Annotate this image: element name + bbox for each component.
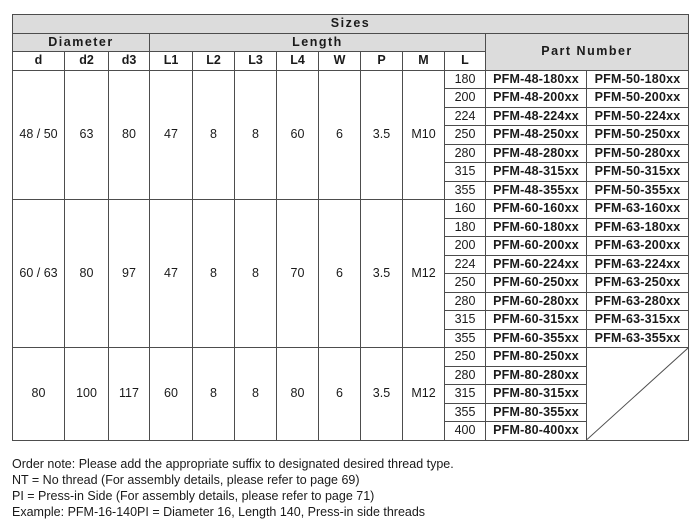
part-number: PFM-50-280xx [587, 144, 689, 163]
order-notes [12, 456, 454, 520]
column-header-d3: d3 [109, 52, 150, 71]
table-row [13, 70, 689, 89]
part-number: PFM-48-180xx [486, 70, 587, 89]
spec-l1: 47 [150, 70, 193, 200]
nt-note-line: NT = No thread (For assembly details, please refer to page 69) [12, 473, 360, 487]
part-number: PFM-63-160xx [587, 200, 689, 219]
spec-m: M12 [403, 200, 445, 348]
length-value: 280 [445, 292, 486, 311]
length-value: 250 [445, 126, 486, 145]
part-number-header: Part Number [486, 33, 689, 70]
sizes-table [12, 14, 689, 441]
length-value: 224 [445, 255, 486, 274]
length-value: 250 [445, 348, 486, 367]
part-number: PFM-63-200xx [587, 237, 689, 256]
part-number: PFM-50-180xx [587, 70, 689, 89]
length-value: 224 [445, 107, 486, 126]
column-header-l2: L2 [193, 52, 235, 71]
length-header: Length [150, 33, 486, 52]
length-value: 180 [445, 70, 486, 89]
not-available-cell [587, 348, 689, 441]
diagonal-line [587, 348, 688, 440]
pi-note-line: PI = Press-in Side (For assembly details, please refer to page 71) [12, 489, 375, 503]
part-number: PFM-63-315xx [587, 311, 689, 330]
length-value: 355 [445, 181, 486, 200]
length-value: 355 [445, 329, 486, 348]
spec-d2: 63 [65, 70, 109, 200]
length-value: 200 [445, 89, 486, 108]
table-row [13, 200, 689, 219]
spec-l3: 8 [235, 200, 277, 348]
part-number: PFM-48-200xx [486, 89, 587, 108]
spec-p: 3.5 [361, 348, 403, 441]
length-value: 200 [445, 237, 486, 256]
column-header-p: P [361, 52, 403, 71]
part-number: PFM-63-250xx [587, 274, 689, 293]
spec-d: 60 / 63 [13, 200, 65, 348]
spec-d2: 100 [65, 348, 109, 441]
part-number: PFM-50-250xx [587, 126, 689, 145]
example-note-line: Example: PFM-16-140PI = Diameter 16, Length 140, Press-in side threads [12, 505, 426, 519]
part-number: PFM-63-224xx [587, 255, 689, 274]
part-number: PFM-80-280xx [486, 366, 587, 385]
length-value: 315 [445, 311, 486, 330]
part-number: PFM-60-180xx [486, 218, 587, 237]
column-header-d: d [13, 52, 65, 71]
part-number: PFM-80-250xx [486, 348, 587, 367]
part-number: PFM-48-355xx [486, 181, 587, 200]
length-value: 315 [445, 385, 486, 404]
order-note-line: Order note: Please add the appropriate suffix to designated desired thread type. [12, 457, 454, 471]
part-number: PFM-63-180xx [587, 218, 689, 237]
spec-l3: 8 [235, 348, 277, 441]
part-number: PFM-60-355xx [486, 329, 587, 348]
part-number: PFM-60-315xx [486, 311, 587, 330]
spec-w: 6 [319, 348, 361, 441]
spec-l3: 8 [235, 70, 277, 200]
part-number: PFM-80-400xx [486, 422, 587, 441]
length-value: 280 [445, 366, 486, 385]
spec-m: M12 [403, 348, 445, 441]
part-number: PFM-48-224xx [486, 107, 587, 126]
spec-l1: 60 [150, 348, 193, 441]
part-number: PFM-80-355xx [486, 403, 587, 422]
spec-p: 3.5 [361, 70, 403, 200]
column-header-l1: L1 [150, 52, 193, 71]
length-value: 160 [445, 200, 486, 219]
length-value: 180 [445, 218, 486, 237]
part-number: PFM-50-315xx [587, 163, 689, 182]
part-number: PFM-48-250xx [486, 126, 587, 145]
column-header-l4: L4 [277, 52, 319, 71]
part-number: PFM-60-160xx [486, 200, 587, 219]
length-value: 315 [445, 163, 486, 182]
spec-l2: 8 [193, 348, 235, 441]
column-header-w: W [319, 52, 361, 71]
length-value: 250 [445, 274, 486, 293]
spec-l4: 60 [277, 70, 319, 200]
part-number: PFM-63-355xx [587, 329, 689, 348]
spec-d3: 97 [109, 200, 150, 348]
spec-l4: 70 [277, 200, 319, 348]
spec-w: 6 [319, 70, 361, 200]
part-number: PFM-50-224xx [587, 107, 689, 126]
spec-p: 3.5 [361, 200, 403, 348]
part-number: PFM-50-200xx [587, 89, 689, 108]
length-value: 400 [445, 422, 486, 441]
table-row [13, 348, 689, 367]
spec-l1: 47 [150, 200, 193, 348]
spec-d: 80 [13, 348, 65, 441]
column-header-m: M [403, 52, 445, 71]
part-number: PFM-60-250xx [486, 274, 587, 293]
part-number: PFM-60-224xx [486, 255, 587, 274]
length-value: 280 [445, 144, 486, 163]
sizes-header: Sizes [13, 15, 689, 34]
spec-w: 6 [319, 200, 361, 348]
spec-l2: 8 [193, 200, 235, 348]
column-header-l3: L3 [235, 52, 277, 71]
column-header-d2: d2 [65, 52, 109, 71]
spec-m: M10 [403, 70, 445, 200]
diameter-header: Diameter [13, 33, 150, 52]
spec-d2: 80 [65, 200, 109, 348]
column-header-l: L [445, 52, 486, 71]
part-number: PFM-48-280xx [486, 144, 587, 163]
length-value: 355 [445, 403, 486, 422]
spec-l4: 80 [277, 348, 319, 441]
spec-l2: 8 [193, 70, 235, 200]
spec-d3: 80 [109, 70, 150, 200]
part-number: PFM-48-315xx [486, 163, 587, 182]
part-number: PFM-50-355xx [587, 181, 689, 200]
part-number: PFM-63-280xx [587, 292, 689, 311]
spec-d3: 117 [109, 348, 150, 441]
part-number: PFM-60-280xx [486, 292, 587, 311]
part-number: PFM-80-315xx [486, 385, 587, 404]
spec-d: 48 / 50 [13, 70, 65, 200]
part-number: PFM-60-200xx [486, 237, 587, 256]
